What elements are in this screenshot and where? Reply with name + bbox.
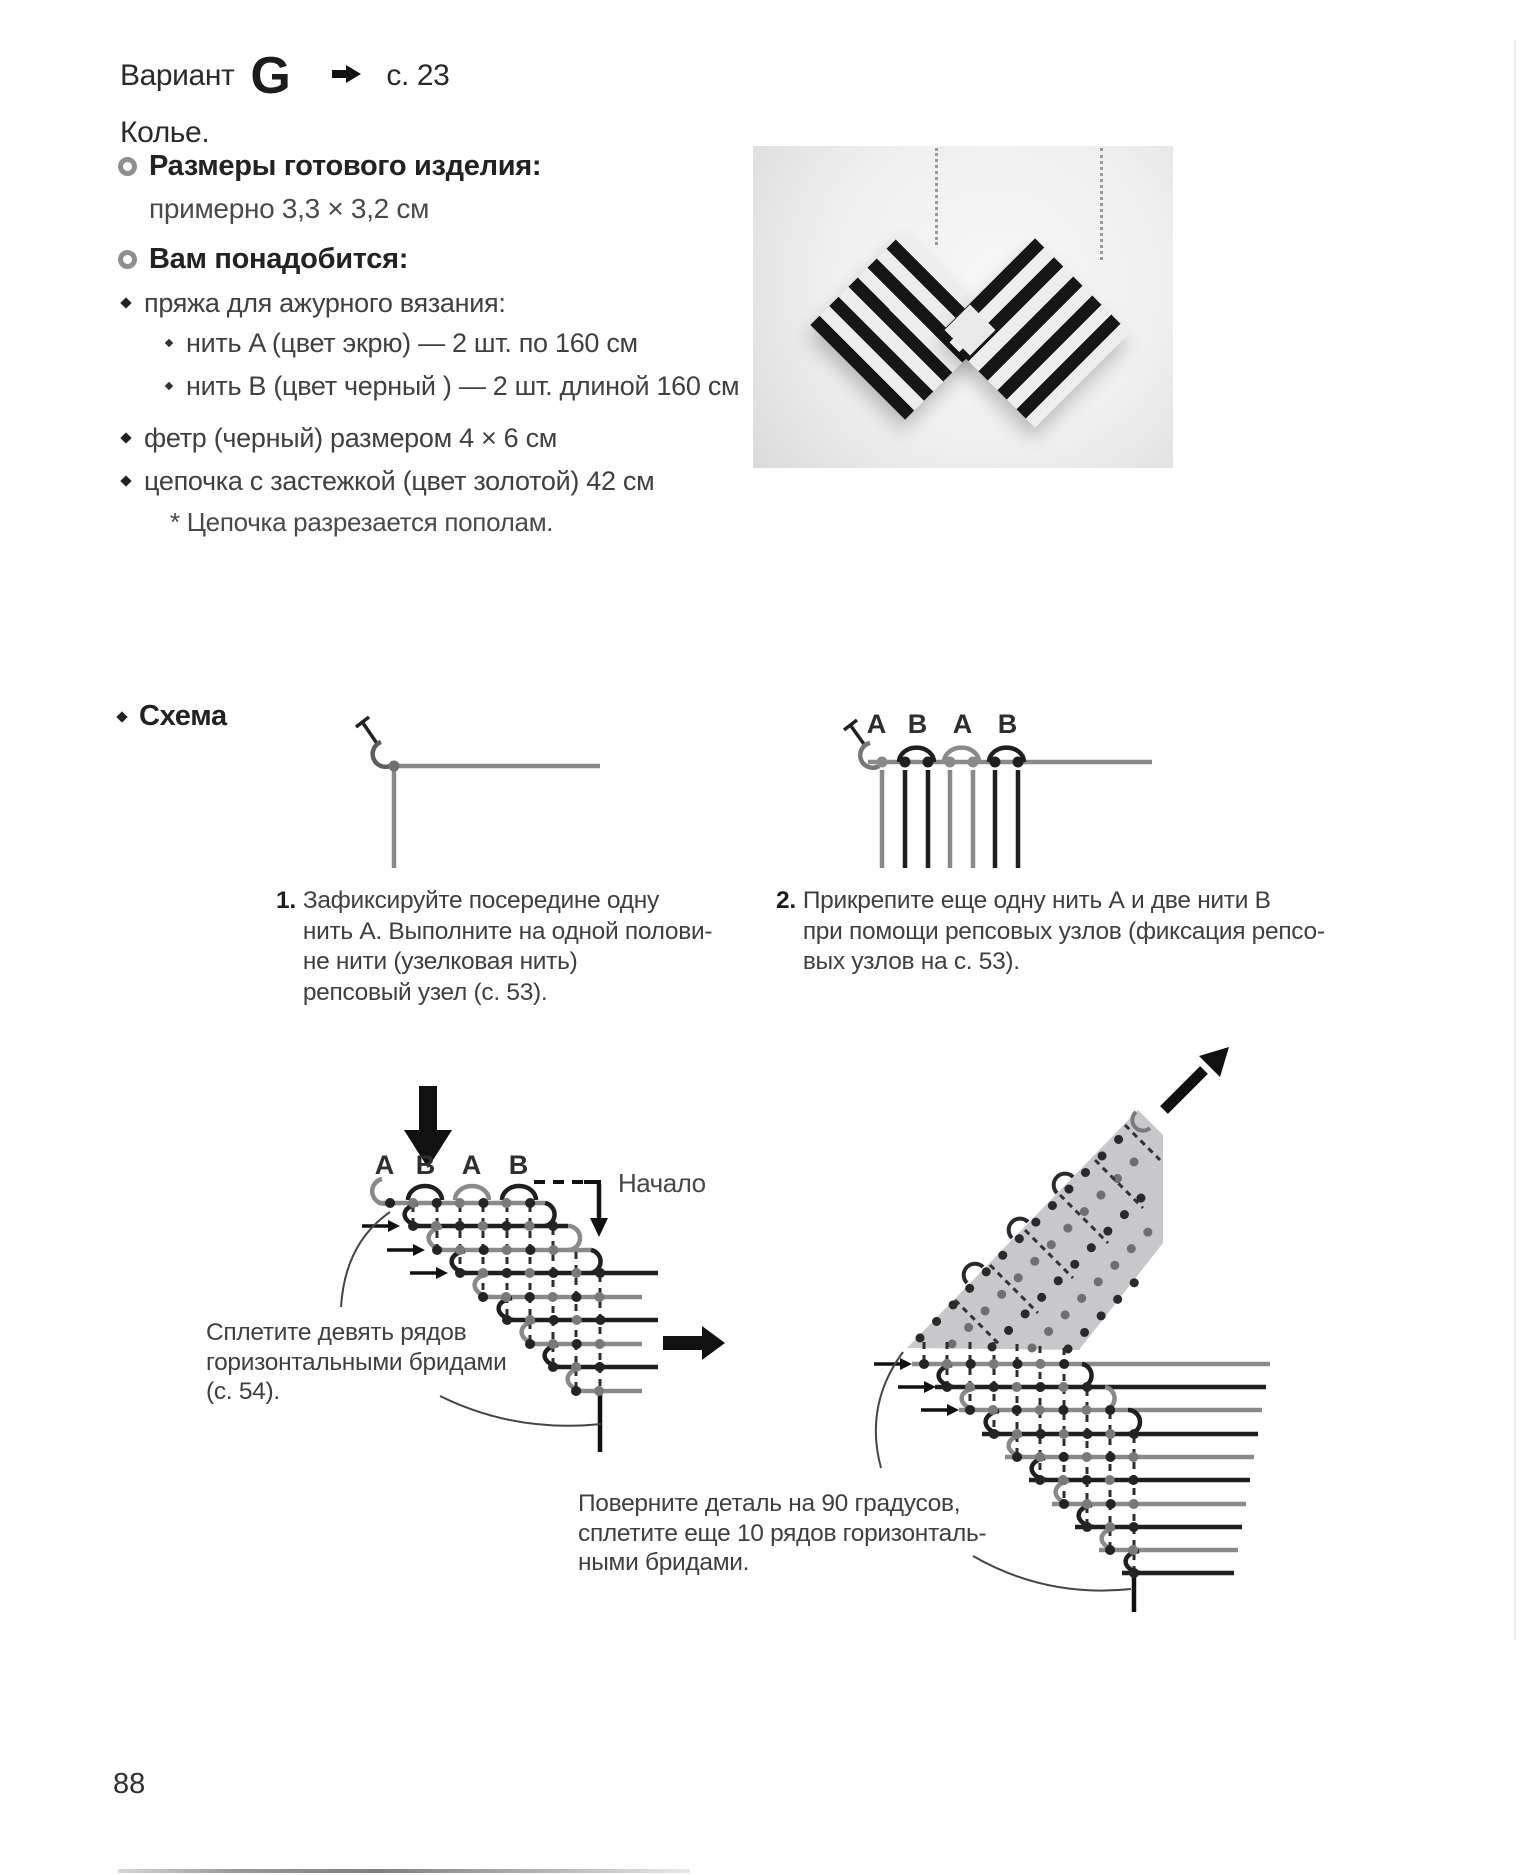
step-text-line: репсовый узел (с. 53). xyxy=(302,978,548,1006)
scan-edge-shadow xyxy=(118,1869,690,1873)
step-text-line: Прикрепите еще одну нить А и две нити В xyxy=(802,887,1271,914)
thread-label-a: A xyxy=(461,1150,481,1180)
note-line: сплетите еще 10 рядов горизонталь- xyxy=(578,1519,987,1547)
thread-label-a: A xyxy=(374,1150,394,1180)
variant-letter: G xyxy=(250,47,291,105)
step-number: 2. xyxy=(776,887,796,914)
knot-dot xyxy=(389,761,400,772)
step-text-line: Зафиксируйте посередине одну xyxy=(302,887,659,914)
note-line: (с. 54). xyxy=(206,1378,280,1405)
step-number: 1. xyxy=(276,887,296,914)
note-line: горизонтальными бридами xyxy=(206,1348,507,1376)
diagonal-arrow-icon xyxy=(1164,1047,1229,1110)
pin-icon xyxy=(356,717,378,745)
step-text-line: не нити (узелковая нить) xyxy=(302,948,578,975)
size-heading: Размеры готового изделия: xyxy=(149,150,542,182)
diagram-weave-left xyxy=(341,1150,706,1452)
thread-label-b: B xyxy=(415,1150,435,1180)
step-text-line: нить А. Выполните на одной полови- xyxy=(302,917,713,945)
thread-label-b: B xyxy=(508,1150,528,1180)
thread-label-b: B xyxy=(907,709,927,739)
pin-icon xyxy=(844,720,866,747)
material-text: фетр (черный) размером 4 × 6 см xyxy=(144,423,558,453)
note-line: Поверните деталь на 90 градусов, xyxy=(578,1490,961,1517)
thread-label-a: A xyxy=(866,709,886,739)
material-text: пряжа для ажурного вязания: xyxy=(144,288,506,318)
step-1 xyxy=(276,886,712,1008)
note-nine-rows xyxy=(206,1318,506,1407)
note-line: ными бридами. xyxy=(578,1549,750,1576)
hanging-threads xyxy=(882,770,1018,868)
step-text-line: вых узлов на с. 53). xyxy=(802,948,1020,975)
variant-label: Вариант xyxy=(120,59,235,92)
rotated-piece-shade xyxy=(907,1110,1163,1350)
top-loops xyxy=(372,1179,536,1204)
material-text: нить B (цвет черный ) — 2 шт. длиной 160 см xyxy=(186,371,740,401)
need-heading: Вам понадобится: xyxy=(149,243,409,275)
step-text xyxy=(803,886,1325,978)
thread-label-a: A xyxy=(952,709,972,739)
step-text-line: при помощи репсовых узлов (фиксация репсо- xyxy=(802,917,1325,945)
thread-loop xyxy=(373,742,390,767)
page-number: 88 xyxy=(113,1768,146,1800)
page-edge-line xyxy=(1514,40,1516,1640)
material-text: цепочка с застежкой (цвет золотой) 42 см xyxy=(144,466,655,496)
size-value: примерно 3,3 × 3,2 см xyxy=(149,193,430,224)
annotation-curve xyxy=(973,1556,1131,1591)
step-text xyxy=(303,886,712,1008)
right-arrow-icon xyxy=(663,1326,725,1360)
step-2 xyxy=(776,886,1325,978)
diagram-step1 xyxy=(356,717,600,868)
note-line: Сплетите девять рядов xyxy=(206,1319,467,1346)
material-text: нить A (цвет экрю) — 2 шт. по 160 см xyxy=(186,328,638,358)
annotation-curve xyxy=(876,1352,903,1468)
diagram-step2 xyxy=(844,709,1152,868)
product-name: Колье. xyxy=(120,116,210,149)
thread-label-b: B xyxy=(997,709,1017,739)
note-rotate-piece xyxy=(578,1489,986,1578)
materials-footnote: * Цепочка разрезается пополам. xyxy=(170,507,554,537)
scheme-heading: Схема xyxy=(139,700,227,732)
start-label: Начало xyxy=(618,1168,706,1198)
page-reference: с. 23 xyxy=(386,59,450,92)
